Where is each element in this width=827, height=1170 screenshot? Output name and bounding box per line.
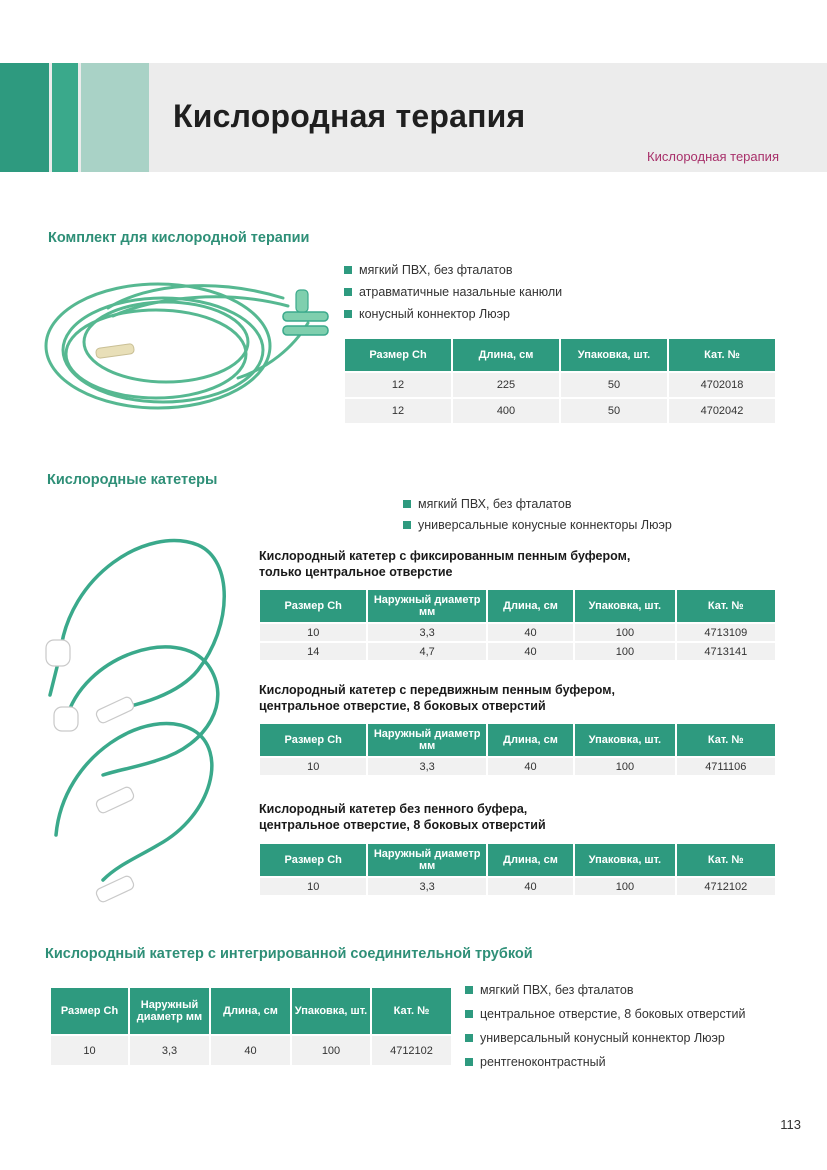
spec-table-integrated-tube-catheter — [49, 986, 453, 1067]
bullet-item — [465, 1002, 745, 1026]
table-header-row — [260, 590, 775, 622]
bullet-square-icon — [344, 266, 352, 274]
bullet-item — [465, 1050, 745, 1074]
spec-table-oxygen-set — [343, 337, 777, 425]
catheter-subheading — [259, 801, 546, 833]
table-header-cell: Упаковка, шт. — [575, 590, 674, 622]
table-cell: 12 — [345, 399, 451, 423]
table-header-cell: Наружный диаметр мм — [368, 724, 485, 756]
table-header-cell: Размер Ch — [260, 590, 366, 622]
table-row — [260, 624, 775, 641]
table-header-cell: Наружный диаметр мм — [130, 988, 209, 1034]
table-cell: 40 — [488, 643, 573, 660]
table-header-cell: Длина, см — [211, 988, 290, 1034]
bullet-text: мягкий ПВХ, без фталатов — [418, 496, 572, 511]
subheading-line: Кислородный катетер с передвижным пенным буфером, — [259, 683, 615, 697]
table-header-cell: Упаковка, шт. — [561, 339, 667, 371]
catheter-subheading — [259, 548, 630, 580]
section-title-oxygen-set: Комплект для кислородной терапии — [48, 230, 310, 246]
subheading-line: Кислородный катетер без пенного буфера, — [259, 802, 528, 816]
table-header-cell: Упаковка, шт. — [575, 844, 674, 876]
table-header-cell: Длина, см — [488, 844, 573, 876]
table-row — [345, 373, 775, 397]
table-cell: 40 — [211, 1036, 290, 1065]
table-header-cell: Длина, см — [488, 724, 573, 756]
section-title-integrated-tube-catheter: Кислородный катетер с интегрированной соединительной трубкой — [45, 946, 533, 962]
table-header-cell: Упаковка, шт. — [292, 988, 370, 1034]
bullet-square-icon — [465, 1010, 473, 1018]
table-header-cell: Размер Ch — [260, 724, 366, 756]
subheading-line: центральное отверстие, 8 боковых отверстий — [259, 818, 546, 832]
header-accent-bar — [81, 63, 149, 172]
table-cell: 3,3 — [368, 878, 485, 895]
header-accent-bar — [0, 63, 49, 172]
table-header-cell: Наружный диаметр мм — [368, 590, 485, 622]
page-title: Кислородная терапия — [173, 98, 526, 134]
bullet-square-icon — [403, 500, 411, 508]
table-cell: 100 — [292, 1036, 370, 1065]
table-header-cell: Длина, см — [453, 339, 559, 371]
subheading-line: Кислородный катетер с фиксированным пенным буфером, — [259, 549, 631, 563]
table-cell: 3,3 — [368, 758, 485, 775]
table-header-row — [51, 988, 451, 1034]
table-cell: 10 — [260, 878, 366, 895]
table-cell: 100 — [575, 758, 674, 775]
bullet-text: конусный коннектор Люэр — [359, 307, 510, 321]
table-cell: 14 — [260, 643, 366, 660]
table-row — [51, 1036, 451, 1065]
bullet-text: мягкий ПВХ, без фталатов — [480, 983, 634, 997]
table-header-cell: Кат. № — [677, 844, 775, 876]
table-row — [260, 643, 775, 660]
table-cell: 3,3 — [130, 1036, 209, 1065]
table-cell: 4711106 — [677, 758, 775, 775]
bullet-text: атравматичные назальные канюли — [359, 285, 563, 299]
table-cell: 4713141 — [677, 643, 775, 660]
nasal-cannula-set-image — [38, 268, 338, 428]
table-header-cell: Длина, см — [488, 590, 573, 622]
bullet-item — [403, 493, 672, 514]
bullet-item — [403, 514, 672, 535]
table-header-cell: Упаковка, шт. — [575, 724, 674, 756]
table-cell: 100 — [575, 643, 674, 660]
bullet-square-icon — [465, 1034, 473, 1042]
catheter-subheading — [259, 682, 615, 714]
table-row — [260, 758, 775, 775]
table-cell: 3,3 — [368, 624, 485, 641]
bullet-square-icon — [344, 310, 352, 318]
table-cell: 4,7 — [368, 643, 485, 660]
table-cell: 50 — [561, 399, 667, 423]
table-header-cell: Кат. № — [669, 339, 775, 371]
table-cell: 12 — [345, 373, 451, 397]
bullet-item — [344, 303, 562, 325]
table-cell: 10 — [260, 624, 366, 641]
bullet-square-icon — [465, 986, 473, 994]
table-header-cell: Наружный диаметр мм — [368, 844, 485, 876]
bullet-square-icon — [465, 1058, 473, 1066]
spec-table-catheter-no-buffer — [258, 842, 777, 897]
bullet-list-oxygen-set — [344, 259, 562, 325]
spec-table-catheter-movable-buffer — [258, 722, 777, 777]
table-cell: 40 — [488, 758, 573, 775]
bullet-list-integrated-tube-catheter — [465, 978, 745, 1074]
bullet-square-icon — [344, 288, 352, 296]
table-header-cell: Кат. № — [677, 724, 775, 756]
table-cell: 4702018 — [669, 373, 775, 397]
table-row — [260, 878, 775, 895]
page-subtitle: Кислородная терапия — [647, 149, 779, 164]
table-cell: 40 — [488, 624, 573, 641]
table-header-cell: Кат. № — [372, 988, 451, 1034]
table-cell: 4702042 — [669, 399, 775, 423]
bullet-item — [465, 978, 745, 1002]
table-cell: 50 — [561, 373, 667, 397]
table-cell: 225 — [453, 373, 559, 397]
page-number: 113 — [780, 1117, 801, 1132]
bullet-item — [344, 259, 562, 281]
bullet-square-icon — [403, 521, 411, 529]
bullet-list-oxygen-catheters — [403, 493, 672, 535]
subheading-line: только центральное отверстие — [259, 565, 453, 579]
table-cell: 4712102 — [677, 878, 775, 895]
bullet-text: центральное отверстие, 8 боковых отверстий — [480, 1007, 746, 1021]
table-cell: 400 — [453, 399, 559, 423]
table-row — [345, 399, 775, 423]
bullet-item — [465, 1026, 745, 1050]
bullet-text: мягкий ПВХ, без фталатов — [359, 263, 513, 277]
table-cell: 4712102 — [372, 1036, 451, 1065]
table-header-cell: Размер Ch — [260, 844, 366, 876]
bullet-text: рентгеноконтрастный — [480, 1055, 606, 1069]
table-header-cell: Размер Ch — [51, 988, 128, 1034]
table-cell: 100 — [575, 624, 674, 641]
table-header-row — [260, 844, 775, 876]
table-cell: 10 — [51, 1036, 128, 1065]
table-cell: 100 — [575, 878, 674, 895]
oxygen-catheters-image — [38, 535, 248, 915]
bullet-text: универсальный конусный коннектор Люэр — [480, 1031, 725, 1045]
table-header-cell: Размер Ch — [345, 339, 451, 371]
table-cell: 40 — [488, 878, 573, 895]
subheading-line: центральное отверстие, 8 боковых отверстий — [259, 699, 546, 713]
table-header-cell: Кат. № — [677, 590, 775, 622]
section-title-oxygen-catheters: Кислородные катетеры — [47, 472, 218, 488]
bullet-text: универсальные конусные коннекторы Люэр — [418, 517, 672, 532]
table-header-row — [345, 339, 775, 371]
bullet-item — [344, 281, 562, 303]
spec-table-catheter-fixed-buffer — [258, 588, 777, 662]
header-accent-bar — [52, 63, 78, 172]
table-header-row — [260, 724, 775, 756]
table-cell: 10 — [260, 758, 366, 775]
table-cell: 4713109 — [677, 624, 775, 641]
